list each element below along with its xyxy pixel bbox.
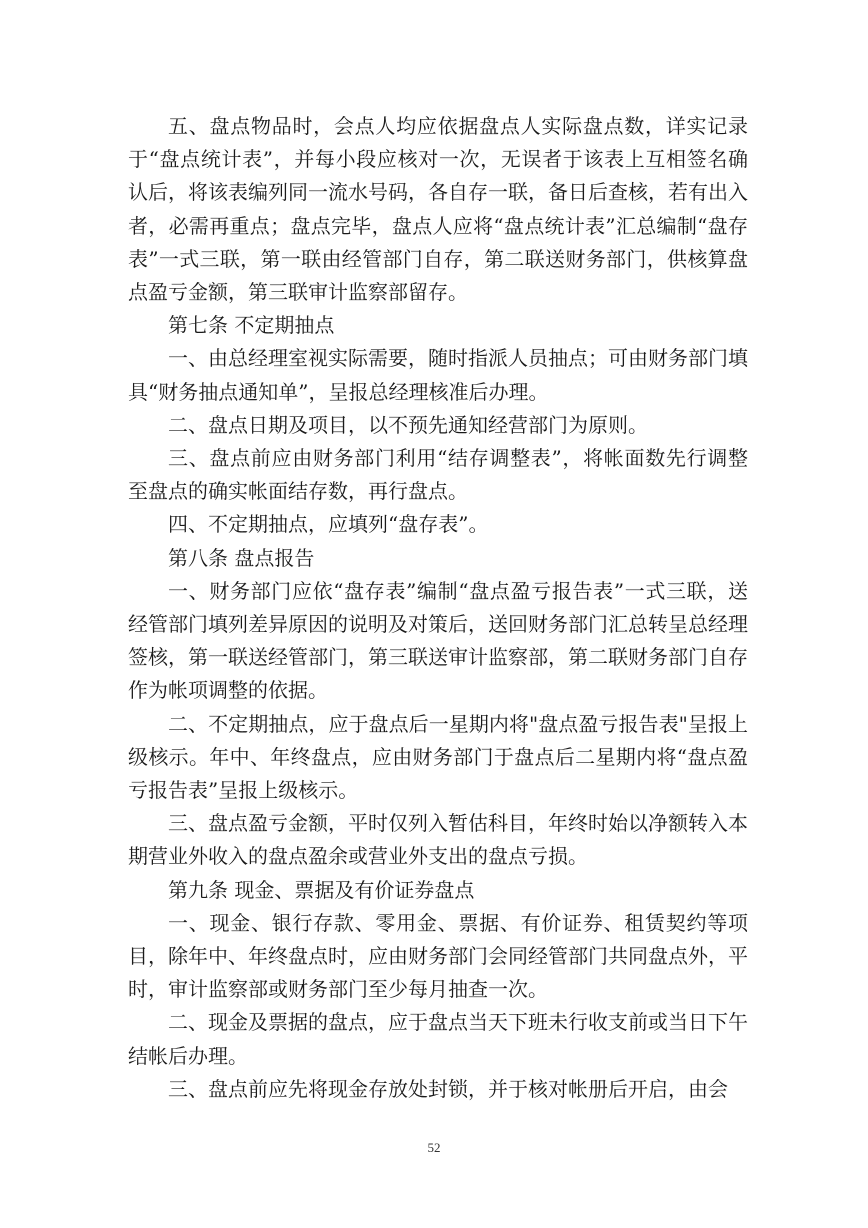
article-8-item-3: 三、盘点盈亏金额，平时仅列入暂估科目，年终时始以净额转入本期营业外收入的盘点盈余或营业外支出的盘点亏损。 — [128, 811, 748, 869]
article-8-heading: 第八条 盘点报告 — [168, 545, 315, 570]
article-7-item-3: 三、盘点前应由财务部门利用“结存调整表”，将帐面数先行调整至盘点的确实帐面结存数，再行盘点。 — [128, 446, 748, 504]
article-7-item-4: 四、不定期抽点，应填列“盘存表”。 — [168, 512, 489, 537]
article-7-item-2: 二、盘点日期及项目，以不预先通知经营部门为原则。 — [168, 412, 648, 437]
article-9-item-1: 一、现金、银行存款、零用金、票据、有价证券、租赁契约等项目，除年中、年终盘点时，应由财务部门会同经管部门共同盘点外，平时，审计监察部或财务部门至少每月抽查一次。 — [128, 910, 748, 1002]
article-9-item-3: 三、盘点前应先将现金存放处封锁，并于核对帐册后开启，由会 — [168, 1076, 728, 1101]
article-9-heading: 第九条 现金、票据及有价证券盘点 — [168, 877, 475, 902]
page-number: 52 — [427, 1140, 441, 1155]
article-8-item-2: 二、不定期抽点，应于盘点后一星期内将"盘点盈亏报告表"呈报上级核示。年中、年终盘点，应由财务部门于盘点后二星期内将“盘点盈亏报告表”呈报上级核示。 — [128, 711, 748, 803]
article-8-item-1: 一、财务部门应依“盘存表”编制“盘点盈亏报告表”一式三联，送经管部门填列差异原因的说明及对策后，送回财务部门汇总转呈总经理签核，第一联送经管部门，第三联送审计监察部，第二联财务部门自存作为帐项调整的依据。 — [128, 578, 748, 703]
article-9-item-2: 二、现金及票据的盘点，应于盘点当天下班未行收支前或当日下午结帐后办理。 — [128, 1010, 748, 1068]
article-7-heading: 第七条 不定期抽点 — [168, 313, 335, 338]
document-body — [128, 110, 748, 1106]
article-7-item-1: 一、由总经理室视实际需要，随时指派人员抽点；可由财务部门填具“财务抽点通知单”，呈报总经理核准后办理。 — [128, 346, 748, 404]
paragraph-inventory-recording: 五、盘点物品时，会点人均应依据盘点人实际盘点数，详实记录于“盘点统计表”，并每小段应核对一次，无误者于该表上互相签名确认后，将该表编列同一流水号码，各自存一联，备日后查核，若有出入者，必需再重点；盘点完毕，盘点人应将“盘点统计表”汇总编制“盘存表”一式三联，第一联由经管部门自存，第二联送财务部门，供核算盘点盈亏金额，第三联审计监察部留存。 — [128, 114, 748, 305]
